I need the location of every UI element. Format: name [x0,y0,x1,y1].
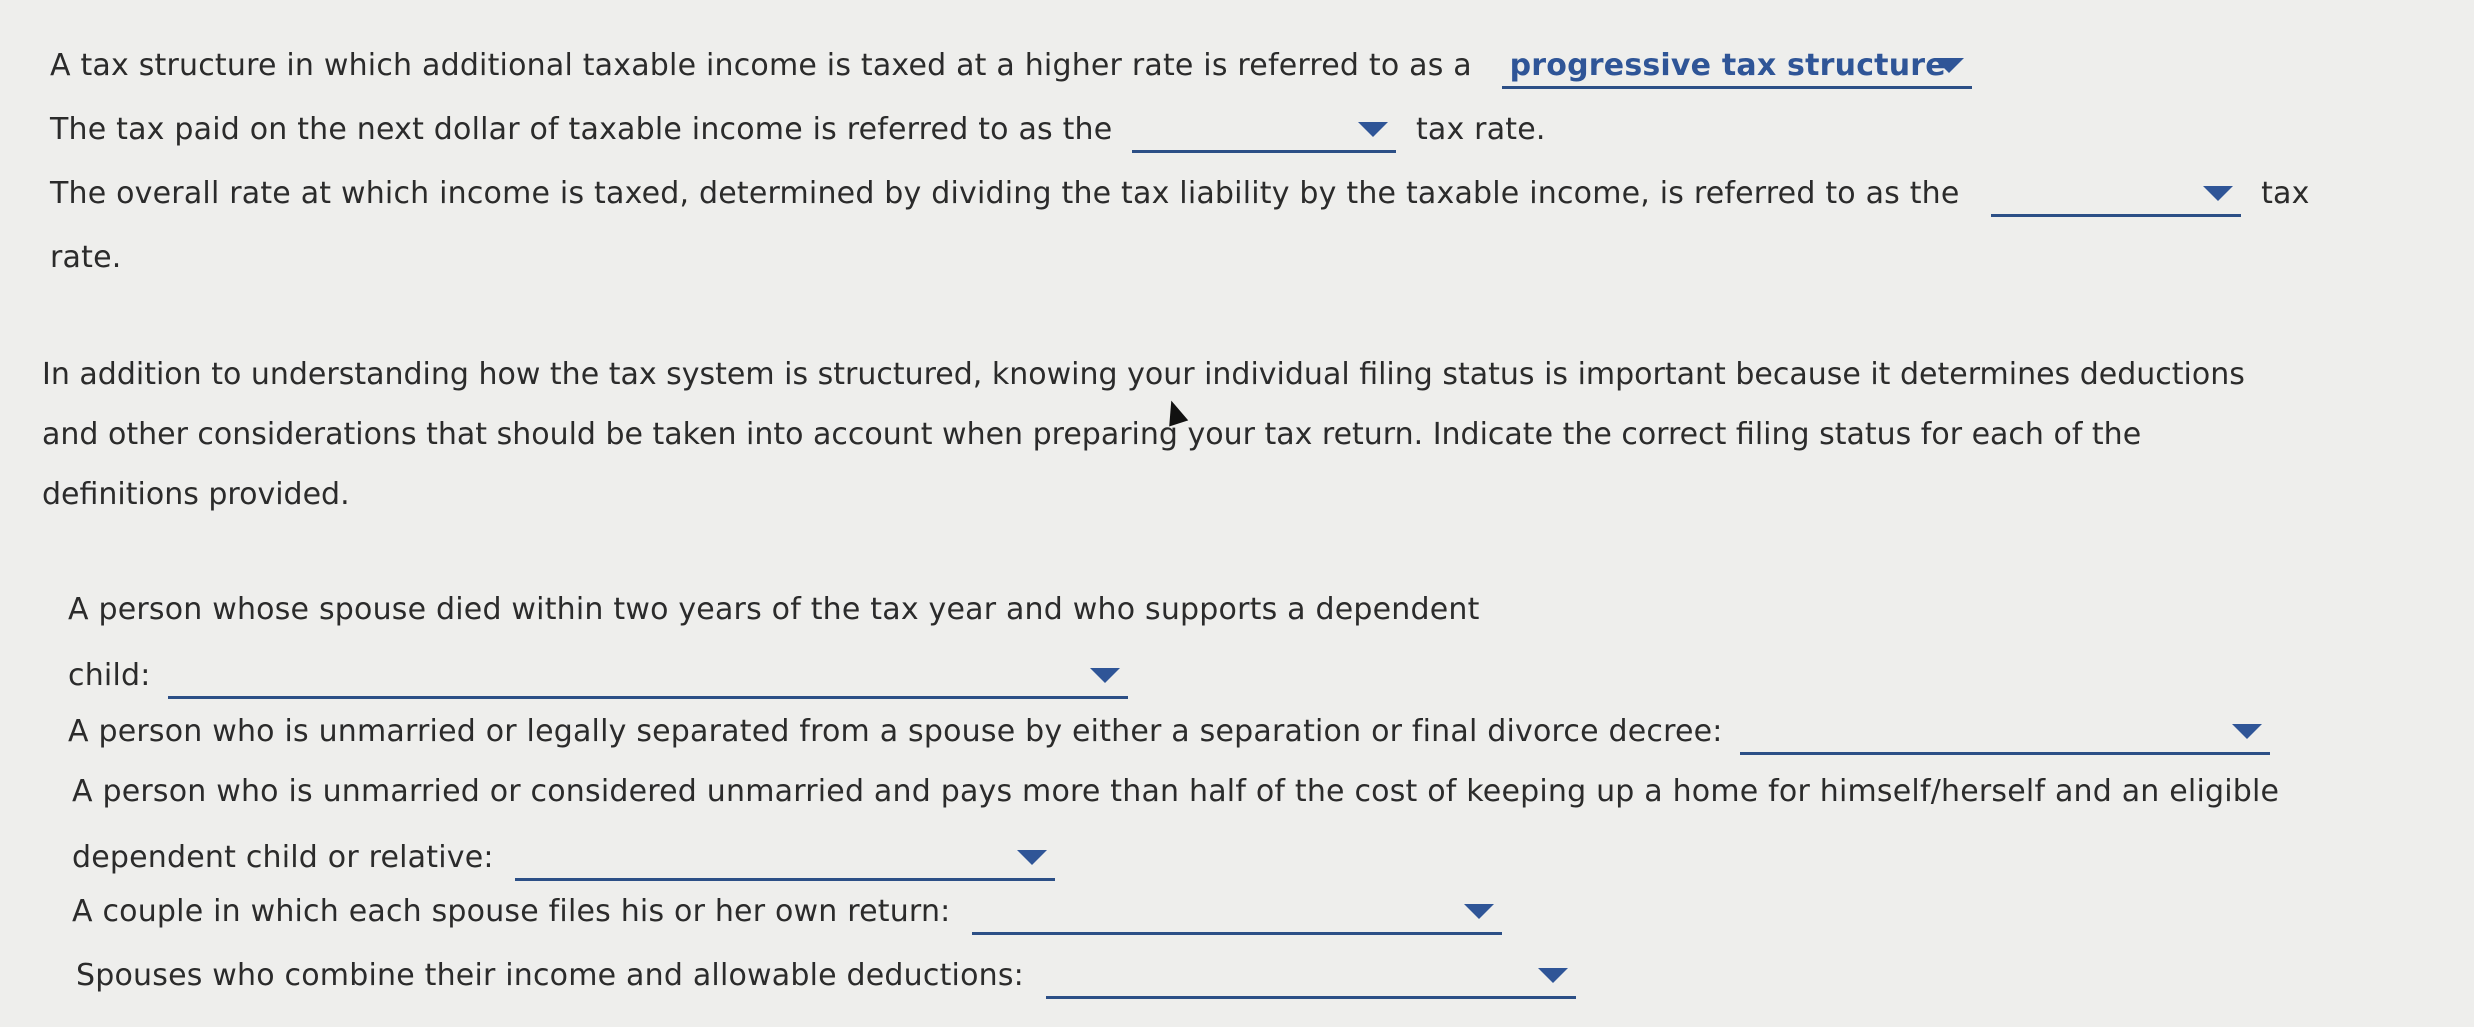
question-average-line [50,174,2310,217]
question-text: A person who is unmarried or considered unmarried and pays more than half of the cost of keeping up a home for himself/herself and an eligible [72,774,2280,809]
question-head-household-line1 [72,772,2279,812]
question-widow-line2 [68,656,1138,699]
triangle-down-icon [1934,58,1964,73]
question-head-household-line2 [72,838,1065,881]
dropdown-selected-value [515,840,573,875]
question-text: Spouses who combine their income and allowable deductions: [76,958,1024,993]
question-progressive-line [50,46,1982,89]
triangle-down-icon [1358,122,1388,137]
dropdown-selected-value [1046,958,1104,993]
filing-status-intro [42,345,2282,525]
question-married-jointly-line [76,956,1586,999]
question-average-wrap [50,238,121,278]
question-text: The tax paid on the next dollar of taxable income is referred to as the [50,112,1113,147]
question-text: A couple in which each spouse files his or her own return: [72,894,951,929]
triangle-down-icon [1538,968,1568,983]
dropdown-selected-value [1991,176,2049,211]
question-suffix: tax [2261,176,2310,211]
question-text: A tax structure in which additional taxable income is taxed at a higher rate is referred to as a [50,48,1472,83]
question-married-separately-line [72,892,1512,935]
widow-status-dropdown[interactable] [168,656,1128,699]
triangle-down-icon [1090,668,1120,683]
question-text: dependent child or relative: [72,840,494,875]
dropdown-selected-value: progressive tax structure [1509,48,1946,83]
single-status-dropdown[interactable] [1740,712,2270,755]
intro-text: In addition to understanding how the tax system is structured, knowing your individual filing status is important because it determines deductions and other considerations that should be taken into account when preparing your tax return. Indicate the correct filing status for each of the definitions provided. [42,357,2245,512]
dropdown-selected-value [168,658,226,693]
question-widow-line1 [68,590,1480,630]
question-suffix: tax rate. [1415,112,1546,147]
question-marginal-line [50,110,1546,153]
dropdown-selected-value [1740,714,1798,749]
average-rate-dropdown[interactable] [1991,174,2241,217]
triangle-down-icon [2232,724,2262,739]
tax-structure-dropdown[interactable] [1502,46,1972,89]
question-text: A person whose spouse died within two years of the tax year and who supports a dependent [68,592,1480,627]
married-jointly-dropdown[interactable] [1046,956,1576,999]
married-separately-dropdown[interactable] [972,892,1502,935]
question-text: A person who is unmarried or legally separated from a spouse by either a separation or final divorce decree: [68,714,1723,749]
question-text: child: [68,658,151,693]
triangle-down-icon [1464,904,1494,919]
dropdown-selected-value [972,894,1030,929]
triangle-down-icon [1017,850,1047,865]
head-household-dropdown[interactable] [515,838,1055,881]
triangle-down-icon [2203,186,2233,201]
question-text: The overall rate at which income is taxed, determined by dividing the tax liability by the taxable income, is referred to as the [50,176,1960,211]
marginal-rate-dropdown[interactable] [1132,110,1396,153]
question-single-line [68,712,2280,755]
question-text: rate. [50,240,122,275]
dropdown-selected-value [1132,112,1190,147]
